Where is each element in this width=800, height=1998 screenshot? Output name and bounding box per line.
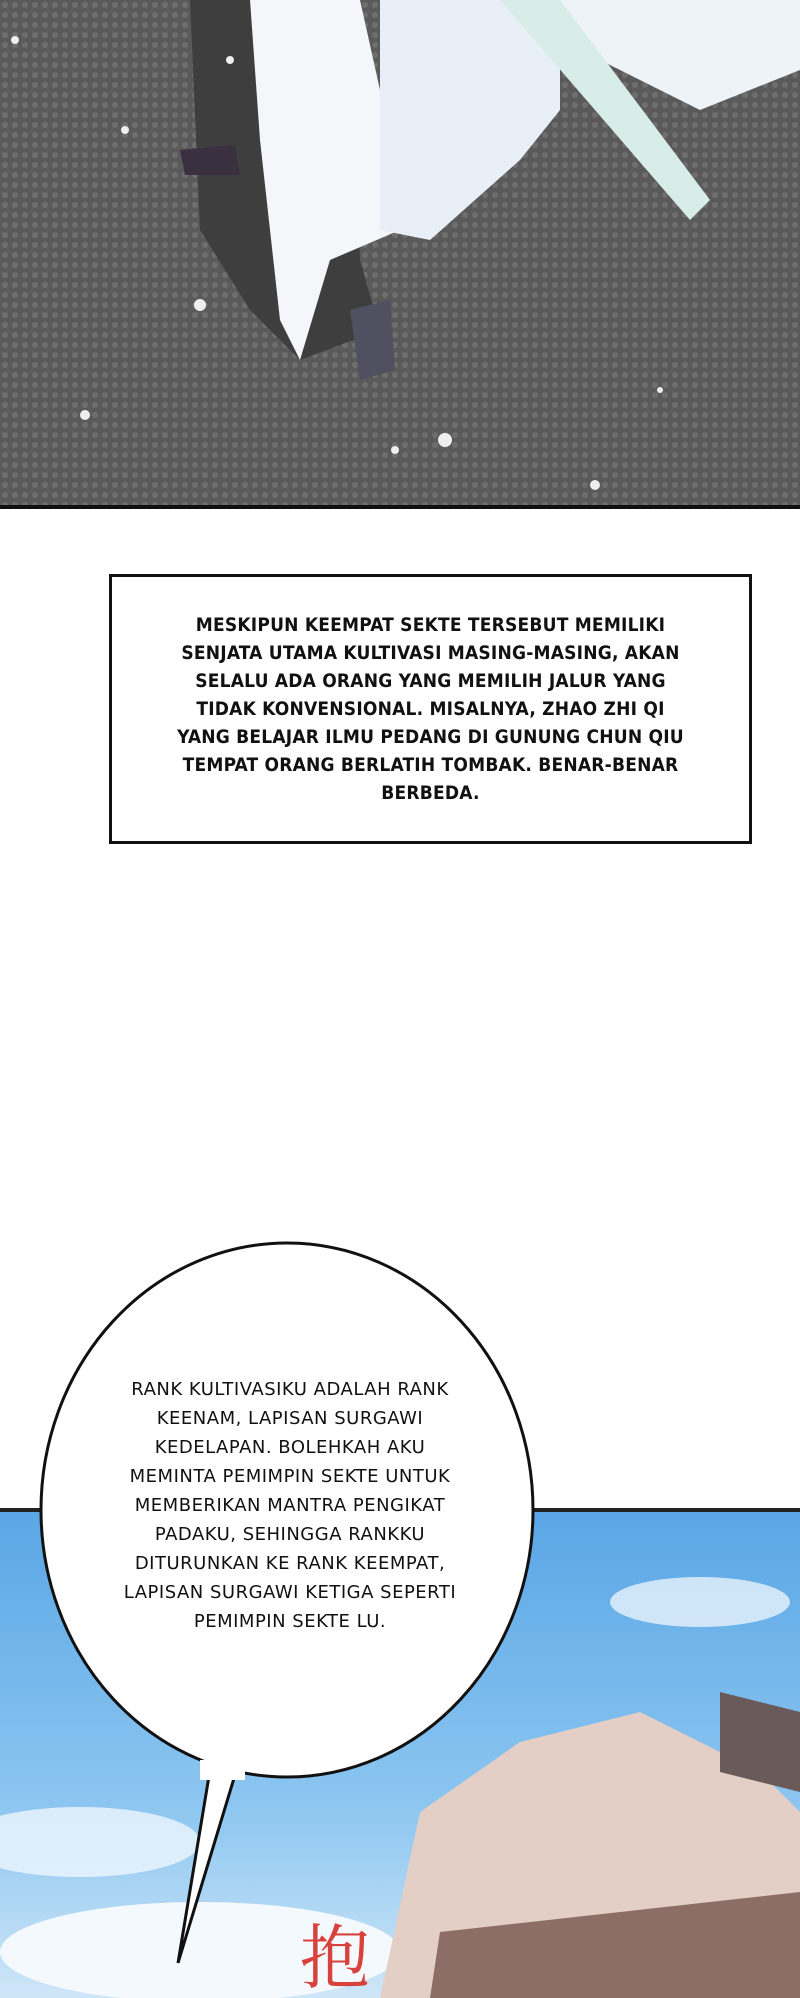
narration-line: SENJATA UTAMA KULTIVASI MASING-MASING, AKAN [181,642,680,664]
narration-line: TEMPAT ORANG BERLATIH TOMBAK. BENAR-BENAR [182,754,679,776]
bubble-line: MEMBERIKAN MANTRA PENGIKAT [134,1495,446,1516]
narration-line: SELALU ADA ORANG YANG MEMILIH JALUR YANG [195,670,666,692]
narration-text [151,611,711,807]
bubble-line: RANK KULTIVASIKU ADALAH RANK [131,1379,449,1400]
narration-line: MESKIPUN KEEMPAT SEKTE TERSEBUT MEMILIKI [195,614,666,636]
bubble-line: KEDELAPAN. BOLEHKAH AKU [154,1437,426,1458]
snow-scene-illustration [0,0,800,505]
bubble-line: LAPISAN SURGAWI KETIGA SEPERTI [123,1582,457,1603]
top-panel-snow-scene [0,0,800,509]
bubble-line: PADAKU, SEHINGGA RANKKU [154,1524,426,1545]
speech-bubble-text [95,1375,485,1636]
narration-line: BERBEDA. [381,782,480,804]
narration-box [109,574,752,844]
bubble-line: MEMINTA PEMIMPIN SEKTE UNTUK [129,1466,451,1487]
bubble-line: PEMIMPIN SEKTE LU. [193,1611,387,1632]
bubble-line: KEENAM, LAPISAN SURGAWI [156,1408,424,1429]
narration-line: TIDAK KONVENSIONAL. MISALNYA, ZHAO ZHI QI [196,698,665,720]
narration-line: YANG BELAJAR ILMU PEDANG DI GUNUNG CHUN QIU [177,726,684,748]
bubble-line: DITURUNKAN KE RANK KEEMPAT, [134,1553,446,1574]
sound-effect-text: 抱 [300,1917,370,1998]
